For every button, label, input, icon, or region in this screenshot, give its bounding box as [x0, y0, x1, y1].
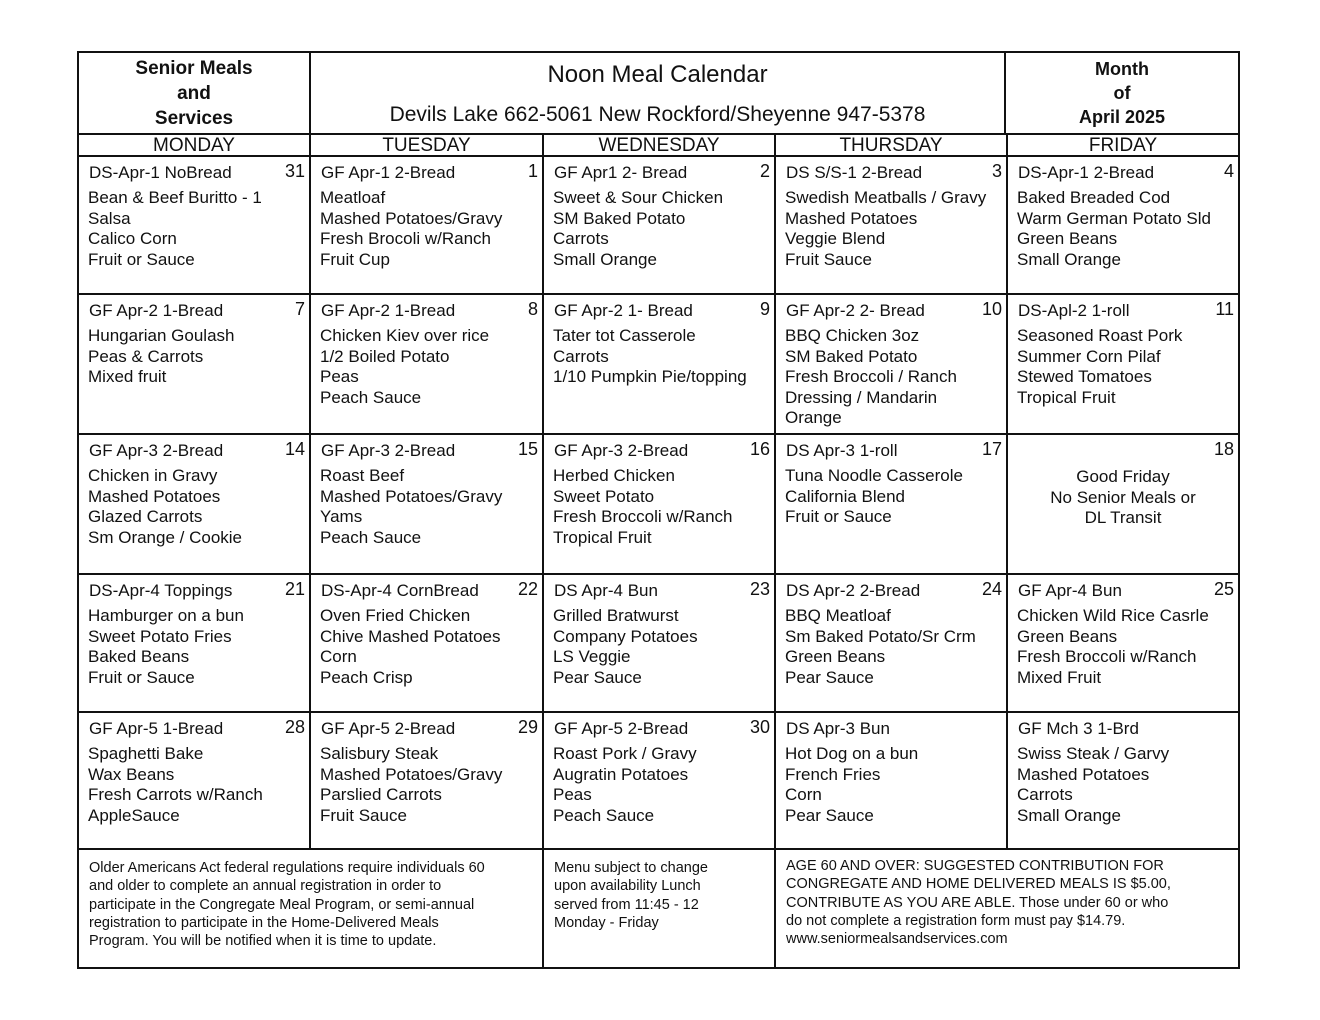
weekday-wednesday: WEDNESDAY — [544, 135, 776, 155]
menu-item: Company Potatoes — [553, 626, 698, 646]
menu-item: Pear Sauce — [785, 667, 874, 687]
weekday-monday: MONDAY — [79, 135, 311, 155]
menu-item: Sweet & Sour Chicken — [553, 188, 724, 207]
menu-item: Glazed Carrots — [88, 507, 203, 526]
menu-item: BBQ Chicken 3oz — [785, 326, 920, 345]
meal-code: GF Apr-3 2-Bread — [89, 441, 224, 460]
menu-items — [320, 466, 502, 548]
day-cell — [79, 575, 311, 711]
menu-item: Mixed Fruit — [1017, 667, 1102, 687]
day-number: 30 — [749, 717, 770, 737]
menu-items — [553, 188, 723, 270]
menu-item: Green Beans — [785, 647, 886, 666]
menu-item: LS Veggie — [553, 647, 631, 666]
menu-item: Veggie Blend — [785, 229, 886, 248]
day-cell — [776, 713, 1008, 848]
menu-item: Carrots — [1017, 785, 1073, 804]
day-cell — [1008, 435, 1238, 573]
menu-item: Green Beans — [1017, 229, 1118, 248]
menu-items — [785, 744, 918, 826]
day-number: 25 — [1213, 579, 1234, 599]
menu-item: Fresh Broccoli / Ranch — [785, 367, 957, 386]
meal-code: GF Apr-2 1-Bread — [321, 301, 456, 320]
day-number: 10 — [981, 299, 1002, 319]
menu-item: French Fries — [785, 764, 881, 784]
menu-items — [553, 326, 747, 388]
menu-item: Swiss Steak / Garvy — [1017, 744, 1170, 763]
meal-code: DS S/S-1 2-Bread — [786, 163, 923, 182]
day-cell — [79, 295, 311, 433]
menu-items — [320, 606, 501, 688]
menu-item: Peach Sauce — [320, 387, 422, 407]
menu-item: 1/2 Boiled Potato — [320, 346, 450, 366]
meal-code: GF Apr1 2- Bread — [554, 163, 688, 182]
menu-item: Small Orange — [553, 249, 657, 269]
menu-item: Wax Beans — [88, 764, 175, 784]
menu-items — [88, 466, 242, 548]
day-cell — [544, 435, 776, 573]
day-cell — [544, 713, 776, 848]
day-number: 14 — [284, 439, 305, 459]
menu-item: Stewed Tomatoes — [1017, 367, 1152, 386]
menu-item: Orange — [785, 408, 842, 427]
menu-item: Sm Orange / Cookie — [88, 527, 243, 547]
menu-item: Hamburger on a bun — [88, 606, 244, 625]
menu-item: Small Orange — [1017, 805, 1121, 825]
menu-item: Roast Beef — [320, 466, 405, 485]
menu-item: Summer Corn Pilaf — [1017, 346, 1161, 366]
menu-change-note: Menu subject to change upon availability Lunch served from 11:45 - 12 Monday - Friday — [544, 850, 776, 967]
calendar-footer — [79, 850, 1238, 967]
website-link[interactable]: www.seniormealsandservices.com — [786, 931, 1008, 948]
menu-item: Fruit Sauce — [320, 805, 407, 825]
weekday-friday: FRIDAY — [1088, 135, 1158, 156]
menu-item: Augratin Potatoes — [553, 764, 689, 784]
menu-item: Seasoned Roast Pork — [1017, 326, 1183, 345]
week-row — [79, 435, 1238, 575]
menu-item: Peach Crisp — [320, 667, 413, 687]
menu-item: Fruit or Sauce — [785, 507, 892, 526]
week-row — [79, 575, 1238, 713]
menu-item: SM Baked Potato — [785, 346, 918, 366]
menu-item: Chicken Wild Rice Casrle — [1017, 606, 1209, 625]
day-cell — [1008, 713, 1238, 848]
menu-items — [1017, 326, 1182, 408]
meal-code: DS-Apr-4 CornBread — [321, 581, 479, 600]
day-number: 4 — [1223, 161, 1234, 181]
menu-item: Peach Sauce — [320, 527, 422, 547]
meal-code: GF Apr-3 2-Bread — [321, 441, 456, 460]
day-cell — [311, 435, 544, 573]
meal-code: DS-Apr-1 2-Bread — [1018, 163, 1155, 182]
menu-item: Mashed Potatoes — [1017, 764, 1150, 784]
day-cell — [311, 295, 544, 433]
day-number: 17 — [981, 439, 1002, 459]
notice-line: DL Transit — [1084, 508, 1162, 527]
meal-code: DS Apr-4 Bun — [554, 581, 658, 600]
menu-item: Sweet Potato Fries — [88, 626, 232, 646]
menu-item: Sm Baked Potato/Sr Crm — [785, 626, 976, 646]
menu-item: Tater tot Casserole — [553, 326, 696, 345]
day-number: 2 — [759, 161, 770, 181]
meal-code: DS Apr-3 Bun — [786, 719, 890, 738]
menu-item: Pear Sauce — [553, 667, 642, 687]
holiday-notice — [1008, 467, 1238, 529]
meal-calendar — [77, 51, 1240, 969]
meal-code: DS Apr-3 1-roll — [786, 441, 898, 460]
menu-item: Chicken in Gravy — [88, 466, 218, 485]
day-number: 7 — [294, 299, 305, 319]
menu-item: Sweet Potato — [553, 486, 655, 506]
day-number: 11 — [1215, 299, 1234, 319]
week-row — [79, 713, 1238, 850]
menu-item: Peas & Carrots — [88, 346, 204, 366]
day-number: 22 — [517, 579, 538, 599]
menu-items — [320, 744, 502, 826]
day-number: 3 — [991, 161, 1002, 181]
menu-item: Herbed Chicken — [553, 466, 675, 485]
menu-item: Carrots — [553, 229, 609, 248]
menu-item: SM Baked Potato — [553, 208, 686, 228]
menu-item: Hot Dog on a bun — [785, 744, 919, 763]
menu-items — [785, 326, 957, 429]
menu-item: Fruit or Sauce — [88, 667, 195, 687]
day-number: 8 — [527, 299, 538, 319]
meal-code: GF Apr-5 1-Bread — [89, 719, 224, 738]
menu-item: Roast Pork / Gravy — [553, 744, 697, 763]
day-cell — [776, 435, 1008, 573]
day-cell — [544, 575, 776, 711]
menu-item: Swedish Meatballs / Gravy — [785, 188, 987, 207]
menu-item: Bean & Beef Buritto - 1 — [88, 188, 262, 207]
menu-items — [553, 466, 733, 548]
menu-items — [88, 188, 262, 270]
meal-code: DS-Apr-1 NoBread — [89, 163, 232, 182]
menu-item: Tropical Fruit — [553, 527, 652, 547]
phone-numbers: Devils Lake 662-5061 New Rockford/Sheyenne 947-5378 — [389, 103, 926, 126]
meal-code: DS Apr-2 2-Bread — [786, 581, 921, 600]
menu-item: Baked Breaded Cod — [1017, 188, 1171, 207]
day-cell — [776, 575, 1008, 711]
menu-item: Warm German Potato Sld — [1017, 208, 1211, 228]
menu-item: Grilled Bratwurst — [553, 606, 679, 625]
menu-item: Peach Sauce — [553, 805, 655, 825]
menu-items — [320, 188, 502, 270]
meal-code: GF Apr-4 Bun — [1018, 581, 1122, 600]
menu-item: Fresh Broccoli w/Ranch — [1017, 647, 1197, 666]
meal-code: GF Apr-2 2- Bread — [786, 301, 925, 320]
day-cell — [311, 575, 544, 711]
menu-item: Baked Beans — [88, 647, 190, 666]
calendar-header — [79, 53, 1238, 135]
meal-code: GF Apr-1 2-Bread — [321, 163, 456, 182]
day-cell — [776, 295, 1008, 433]
meal-code: GF Apr-5 2-Bread — [321, 719, 456, 738]
weekday-thursday: THURSDAY — [776, 135, 1008, 155]
day-number: 29 — [517, 717, 538, 737]
meal-code: GF Apr-5 2-Bread — [554, 719, 689, 738]
day-number: 31 — [284, 161, 305, 181]
menu-item: Salisbury Steak — [320, 744, 439, 763]
day-cell — [544, 157, 776, 293]
day-number: 9 — [759, 299, 770, 319]
menu-items — [553, 744, 697, 826]
menu-item: Fresh Broccoli w/Ranch — [553, 507, 733, 526]
menu-item: Meatloaf — [320, 188, 386, 207]
day-number: 23 — [749, 579, 770, 599]
menu-item: Carrots — [553, 346, 609, 366]
day-cell — [79, 713, 311, 848]
menu-item: Corn — [785, 785, 822, 804]
menu-item: Oven Fried Chicken — [320, 606, 471, 625]
menu-item: Yams — [320, 507, 363, 526]
menu-item: Pear Sauce — [785, 805, 874, 825]
day-number: 15 — [517, 439, 538, 459]
calendar-title-block — [311, 53, 1006, 133]
day-number: 16 — [749, 439, 770, 459]
menu-item: Tuna Noodle Casserole — [785, 466, 963, 485]
organization-name: Senior Meals and Services — [79, 53, 311, 133]
menu-items — [1017, 606, 1209, 688]
day-number: 18 — [1213, 439, 1234, 459]
meal-code: GF Apr-2 1- Bread — [554, 301, 693, 320]
menu-item: Chive Mashed Potatoes — [320, 626, 501, 646]
menu-items — [553, 606, 698, 688]
menu-item: California Blend — [785, 486, 906, 506]
menu-item: 1/10 Pumpkin Pie/topping — [553, 367, 747, 386]
menu-item: Parslied Carrots — [320, 785, 442, 804]
menu-item: Hungarian Goulash — [88, 326, 235, 345]
menu-item: Fruit or Sauce — [88, 249, 195, 269]
menu-item: Mashed Potatoes/Gravy — [320, 764, 503, 784]
menu-item: Calico Corn — [88, 229, 177, 248]
menu-item: Salsa — [88, 208, 131, 228]
meal-code: GF Mch 3 1-Brd — [1018, 719, 1139, 738]
day-cell — [79, 435, 311, 573]
day-number: 21 — [284, 579, 305, 599]
menu-item: AppleSauce — [88, 805, 180, 825]
weekday-tuesday: TUESDAY — [311, 135, 544, 155]
menu-items — [1017, 188, 1211, 270]
menu-item: Mashed Potatoes/Gravy — [320, 208, 503, 228]
menu-item: Mashed Potatoes — [785, 208, 918, 228]
menu-items — [88, 326, 234, 388]
day-cell — [311, 157, 544, 293]
week-row — [79, 295, 1238, 435]
menu-item: Spaghetti Bake — [88, 744, 204, 763]
day-cell — [1008, 295, 1238, 433]
contribution-notice: AGE 60 AND OVER: SUGGESTED CONTRIBUTION FOR CONGREGATE AND HOME DELIVERED MEALS IS $5.00, CONTRIBUTE AS YOU ARE ABLE. Those under 60 or who do not complete a registration form must pay $14.79. www.seniormealsandservices.com — [776, 850, 1238, 967]
day-number: 28 — [284, 717, 305, 737]
weekday-header-row — [79, 135, 1238, 157]
day-cell — [1008, 575, 1238, 711]
menu-item: Dressing / Mandarin — [785, 387, 938, 407]
meal-code: GF Apr-3 2-Bread — [554, 441, 689, 460]
menu-item: BBQ Meatloaf — [785, 606, 891, 625]
day-cell — [79, 157, 311, 293]
menu-item: Mashed Potatoes/Gravy — [320, 486, 503, 506]
meal-code: DS-Apr-4 Toppings — [89, 581, 233, 600]
menu-item: Tropical Fruit — [1017, 387, 1116, 407]
menu-item: Fresh Carrots w/Ranch — [88, 785, 263, 804]
meal-code: DS-Apl-2 1-roll — [1018, 301, 1130, 320]
menu-item: Corn — [320, 647, 357, 666]
menu-items — [88, 606, 244, 688]
week-row — [79, 157, 1238, 295]
meal-code: GF Apr-2 1-Bread — [89, 301, 224, 320]
day-cell — [776, 157, 1008, 293]
menu-item: Green Beans — [1017, 626, 1118, 646]
menu-item: Fruit Cup — [320, 249, 390, 269]
day-number: 1 — [527, 161, 538, 181]
menu-item: Fresh Brocoli w/Ranch — [320, 229, 492, 248]
menu-item: Mashed Potatoes — [88, 486, 221, 506]
menu-items — [1017, 744, 1169, 826]
registration-notice: Older Americans Act federal regulations require individuals 60 and older to complete an annual registration in order to participate in the Congregate Meal Program, or semi-annual registration to participate in the Home-Delivered Meals Program. You will be notified when it is time to update. — [79, 850, 544, 967]
notice-line: Good Friday — [1076, 467, 1170, 486]
menu-item: Peas — [553, 785, 592, 804]
notice-line: No Senior Meals or — [1050, 487, 1196, 507]
day-cell — [1008, 157, 1238, 293]
menu-item: Peas — [320, 367, 359, 386]
menu-item: Mixed fruit — [88, 367, 167, 386]
menu-items — [785, 188, 986, 270]
menu-item: Fruit Sauce — [785, 249, 872, 269]
menu-item: Chicken Kiev over rice — [320, 326, 490, 345]
menu-items — [88, 744, 263, 826]
day-cell — [544, 295, 776, 433]
month-label: Month of April 2025 — [1078, 59, 1166, 127]
menu-items — [320, 326, 489, 408]
day-cell — [311, 713, 544, 848]
menu-items — [785, 606, 976, 688]
menu-items — [785, 466, 963, 528]
day-number: 24 — [981, 579, 1002, 599]
page-title: Noon Meal Calendar — [547, 61, 768, 88]
menu-item: Small Orange — [1017, 249, 1121, 269]
